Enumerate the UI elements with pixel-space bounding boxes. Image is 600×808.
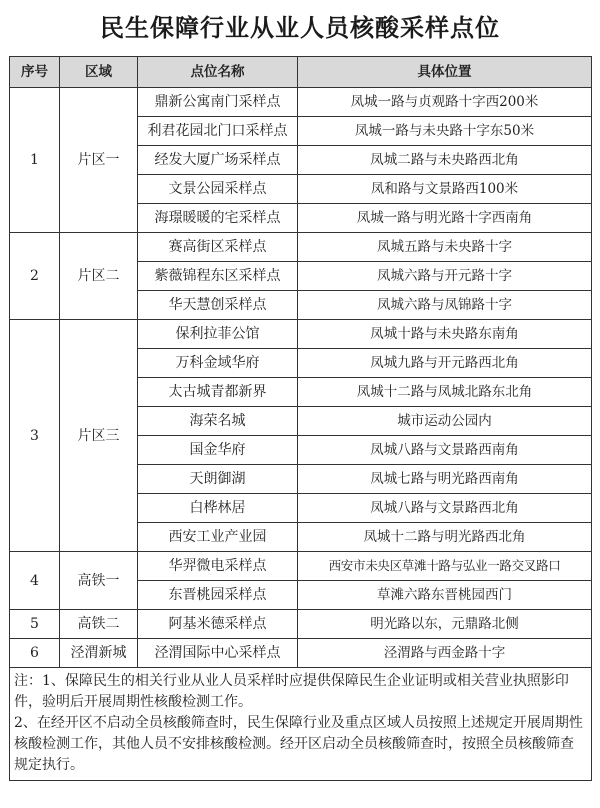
- site-location-cell: 泾渭路与西金路十字: [298, 639, 592, 668]
- table-body: [10, 88, 592, 668]
- site-name-cell: 经发大厦广场采样点: [138, 146, 298, 175]
- page-title: 民生保障行业从业人员核酸采样点位: [100, 14, 500, 42]
- site-location-cell: 凤城九路与开元路西北角: [298, 349, 592, 378]
- header-area: 区域: [60, 57, 138, 88]
- site-location-cell: 凤城八路与文景路西南角: [298, 436, 592, 465]
- site-location-cell: 凤城十二路与凤城北路东北角: [298, 378, 592, 407]
- area-cell: 高铁二: [60, 610, 138, 639]
- site-location-cell: 西安市未央区草滩十路与弘业一路交叉路口: [298, 552, 592, 581]
- site-location-cell: 凤和路与文景路西100米: [298, 175, 592, 204]
- site-name-cell: 利君花园北门口采样点: [138, 117, 298, 146]
- site-name-cell: 保利拉菲公馆: [138, 320, 298, 349]
- note-1: 注：1、保障民生的相关行业从业人员采样时应提供保障民生企业证明或相关营业执照影印件，验明后开展周期性核酸检测工作。: [14, 673, 569, 710]
- area-cell: 片区一: [60, 88, 138, 233]
- note-2: 2、在经开区不启动全员核酸筛查时，民生保障行业及重点区域人员按照上述规定开展周期性核酸检测工作，其他人员不安排核酸检测。经开区启动全员核酸筛查时，按照全员核酸筛查规定执行。: [14, 715, 583, 773]
- site-name-cell: 万科金域华府: [138, 349, 298, 378]
- site-location-cell: 凤城十二路与明光路西北角: [298, 523, 592, 552]
- header-location: 具体位置: [298, 57, 592, 88]
- area-cell: 泾渭新城: [60, 639, 138, 668]
- site-location-cell: 凤城六路与开元路十字: [298, 262, 592, 291]
- site-location-cell: 凤城十路与未央路东南角: [298, 320, 592, 349]
- seq-cell: 2: [10, 233, 60, 320]
- table-row: [10, 88, 592, 117]
- site-name-cell: 海荣名城: [138, 407, 298, 436]
- site-name-cell: 阿基米德采样点: [138, 610, 298, 639]
- table-row: [10, 552, 592, 581]
- site-location-cell: 凤城七路与明光路西南角: [298, 465, 592, 494]
- site-location-cell: 城市运动公园内: [298, 407, 592, 436]
- site-name-cell: 华天慧创采样点: [138, 291, 298, 320]
- header-site: 点位名称: [138, 57, 298, 88]
- seq-cell: 3: [10, 320, 60, 552]
- table-header-row: [10, 57, 592, 88]
- site-location-cell: 明光路以东，元鼎路北侧: [298, 610, 592, 639]
- notes-row: [10, 668, 592, 781]
- table-row: [10, 639, 592, 668]
- site-name-cell: 紫薇锦程东区采样点: [138, 262, 298, 291]
- area-cell: 片区三: [60, 320, 138, 552]
- site-location-cell: 凤城一路与明光路十字西南角: [298, 204, 592, 233]
- table-row: [10, 320, 592, 349]
- table-row: [10, 233, 592, 262]
- site-location-cell: 凤城一路与贞观路十字西200米: [298, 88, 592, 117]
- site-location-cell: 草滩六路东晋桃园西门: [298, 581, 592, 610]
- seq-cell: 4: [10, 552, 60, 610]
- area-cell: 高铁一: [60, 552, 138, 610]
- site-name-cell: 赛高街区采样点: [138, 233, 298, 262]
- site-name-cell: 太古城青都新界: [138, 378, 298, 407]
- site-location-cell: 凤城六路与凤锦路十字: [298, 291, 592, 320]
- site-name-cell: 华羿微电采样点: [138, 552, 298, 581]
- seq-cell: 5: [10, 610, 60, 639]
- notes-cell: [10, 668, 592, 781]
- site-location-cell: 凤城五路与未央路十字: [298, 233, 592, 262]
- site-name-cell: 海璟暖暖的宅采样点: [138, 204, 298, 233]
- site-name-cell: 西安工业产业园: [138, 523, 298, 552]
- site-name-cell: 国金华府: [138, 436, 298, 465]
- seq-cell: 6: [10, 639, 60, 668]
- site-location-cell: 凤城一路与未央路十字东50米: [298, 117, 592, 146]
- site-name-cell: 文景公园采样点: [138, 175, 298, 204]
- table-row: [10, 610, 592, 639]
- site-name-cell: 泾渭国际中心采样点: [138, 639, 298, 668]
- seq-cell: 1: [10, 88, 60, 233]
- site-location-cell: 凤城二路与未央路西北角: [298, 146, 592, 175]
- sampling-sites-table: [9, 56, 592, 781]
- site-location-cell: 凤城八路与文景路西北角: [298, 494, 592, 523]
- area-cell: 片区二: [60, 233, 138, 320]
- header-seq: 序号: [10, 57, 60, 88]
- site-name-cell: 白桦林居: [138, 494, 298, 523]
- site-name-cell: 天朗御湖: [138, 465, 298, 494]
- site-name-cell: 鼎新公寓南门采样点: [138, 88, 298, 117]
- site-name-cell: 东晋桃园采样点: [138, 581, 298, 610]
